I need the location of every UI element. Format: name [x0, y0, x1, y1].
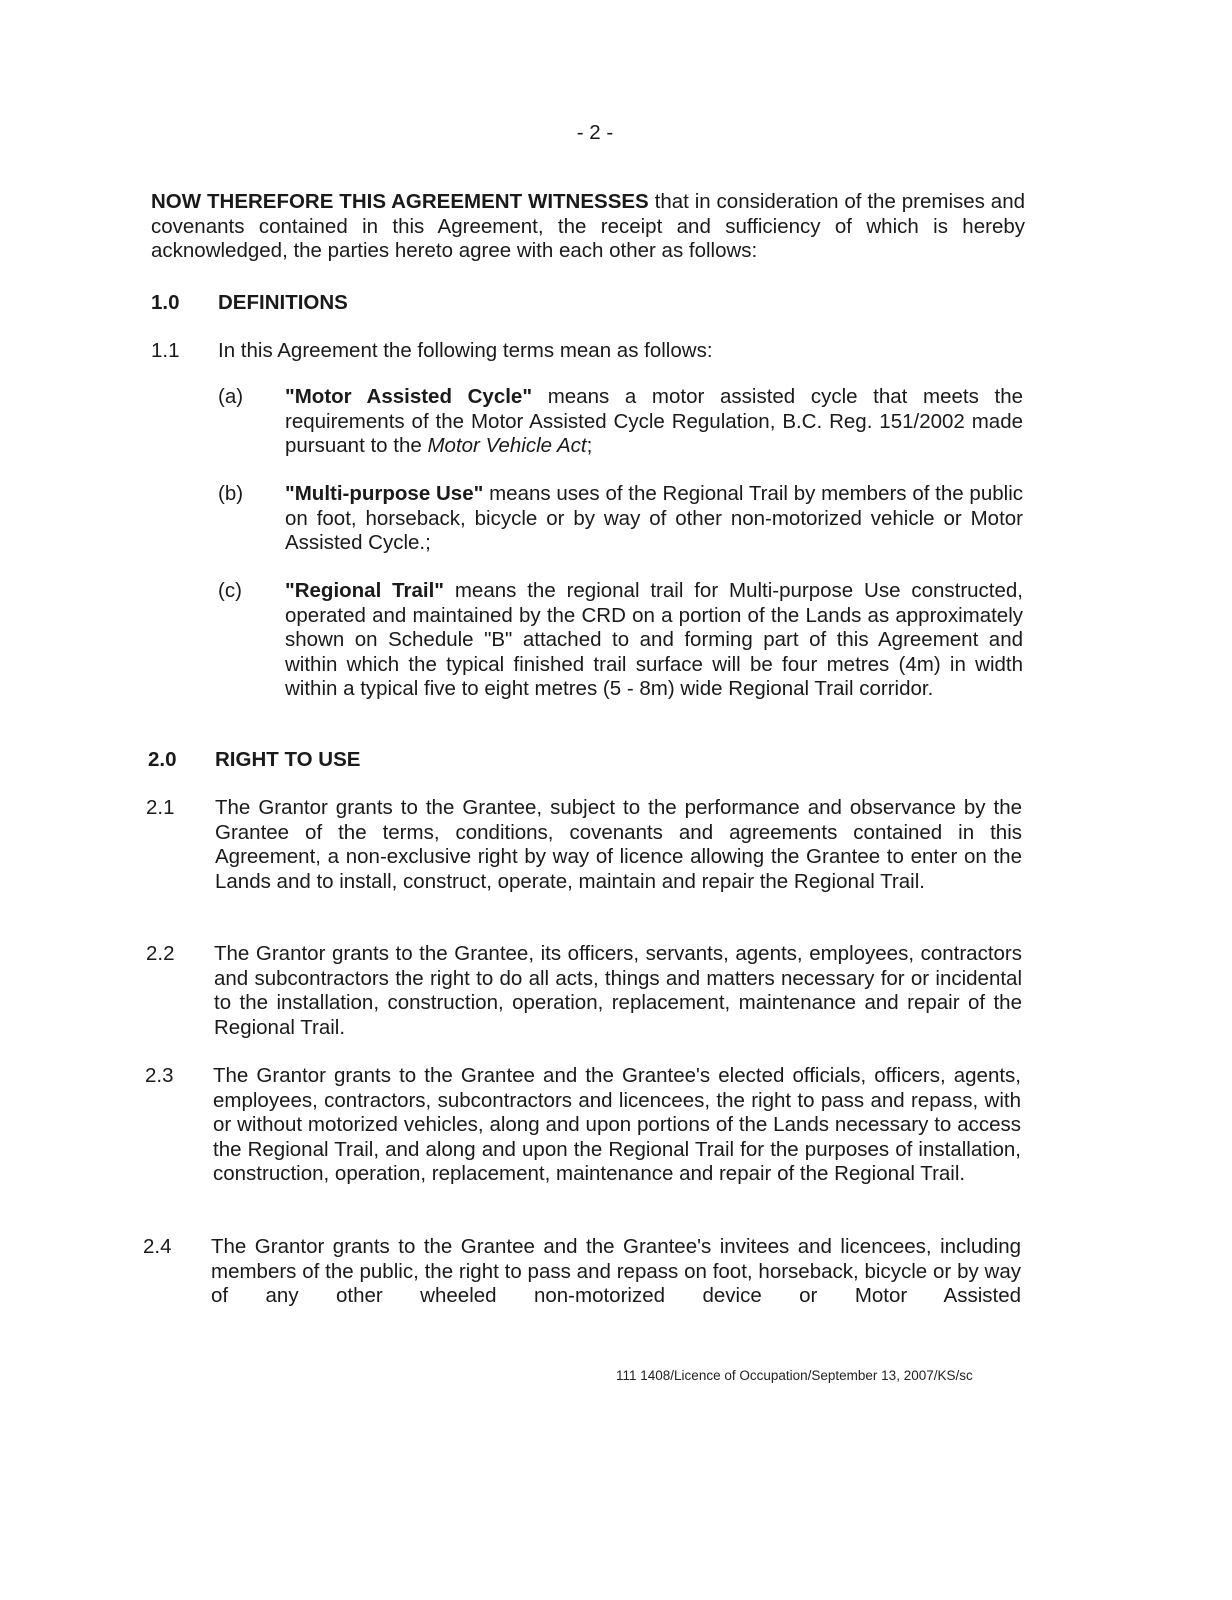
- clause-2-1-number: 2.1: [146, 796, 175, 819]
- definition-a-label: (a): [218, 385, 244, 408]
- definition-c-label: (c): [218, 579, 242, 602]
- section-2-number: 2.0: [148, 748, 177, 771]
- clause-2-2-number: 2.2: [146, 942, 175, 965]
- section-2-title: RIGHT TO USE: [215, 748, 361, 771]
- section-1-number: 1.0: [151, 291, 180, 314]
- intro-paragraph: [151, 190, 1025, 264]
- definition-c-term: "Regional Trail": [285, 579, 445, 602]
- clause-1-1-text: In this Agreement the following terms mean as follows:: [218, 339, 713, 362]
- clause-2-1-text: The Grantor grants to the Grantee, subject to the performance and observance by the Grantee of the terms, conditions, covenants and agreements contained in this Agreement, a non-exclusive right by way of licence allowing the Grantee to enter on the Lands and to install, construct, operate, maintain and repair the Regional Trail.: [215, 796, 1022, 893]
- section-1-title: DEFINITIONS: [218, 291, 348, 314]
- clause-2-3-number: 2.3: [145, 1064, 174, 1087]
- definition-a-term: "Motor Assisted Cycle": [285, 385, 533, 408]
- clause-2-2-text: The Grantor grants to the Grantee, its officers, servants, agents, employees, contractors and subcontractors the right to do all acts, things and matters necessary for or incidental to the installation, construction, operation, replacement, maintenance and repair of the Regional Trail.: [214, 942, 1022, 1039]
- footer-reference: 111 1408/Licence of Occupation/September 13, 2007/KS/sc: [616, 1368, 973, 1383]
- definition-b-label: (b): [218, 482, 244, 505]
- definition-b: [285, 482, 1023, 556]
- motor-vehicle-act-title: Motor Vehicle Act: [427, 434, 587, 458]
- intro-text: that in consideration of the premises and covenants contained in this Agreement, the receipt and sufficiency of which is hereby acknowledged, the parties hereto agree with each other as follows:: [151, 190, 1025, 263]
- definition-a-end: ;: [586, 434, 593, 458]
- definition-c-text: means the regional trail for Multi-purpose Use constructed, operated and maintained by the CRD on a portion of the Lands as approximately shown on Schedule "B" attached to and forming part of this Agreement and within which the typical finished trail surface will be four metres (4m) in width within a typical five to eight metres (5 - 8m) wide Regional Trail corridor.: [285, 579, 1023, 701]
- definition-c: [285, 579, 1023, 702]
- definition-b-term: "Multi-purpose Use": [285, 482, 484, 505]
- clause-2-3-text: The Grantor grants to the Grantee and the Grantee's elected officials, officers, agents, employees, contractors, subcontractors and licencees, the right to pass and repass, with or without motorized vehicles, along and upon portions of the Lands necessary to access the Regional Trail, and along and upon the Regional Trail for the purposes of installation, construction, operation, replacement, maintenance and repair of the Regional Trail.: [213, 1064, 1021, 1186]
- clause-1-1-number: 1.1: [151, 339, 180, 362]
- definition-a: [285, 385, 1023, 459]
- clause-2-4-text: The Grantor grants to the Grantee and the Grantee's invitees and licencees, including members of the public, the right to pass and repass on foot, horseback, bicycle or by way of any other wheeled non-motorized device or Motor Assisted: [211, 1235, 1021, 1308]
- page-number: - 2 -: [576, 121, 614, 144]
- intro-lead: NOW THEREFORE THIS AGREEMENT WITNESSES: [151, 190, 649, 213]
- definition-a-text: means a motor assisted cycle that meets the requirements of the Motor Assisted Cycle Regulation, B.C. Reg. 151/2002 made pursuant to the: [285, 385, 1023, 458]
- clause-2-4-number: 2.4: [143, 1235, 172, 1258]
- definition-b-text: means uses of the Regional Trail by members of the public on foot, horseback, bicycle or by way of other non-motorized vehicle or Motor Assisted Cycle.;: [285, 482, 1023, 555]
